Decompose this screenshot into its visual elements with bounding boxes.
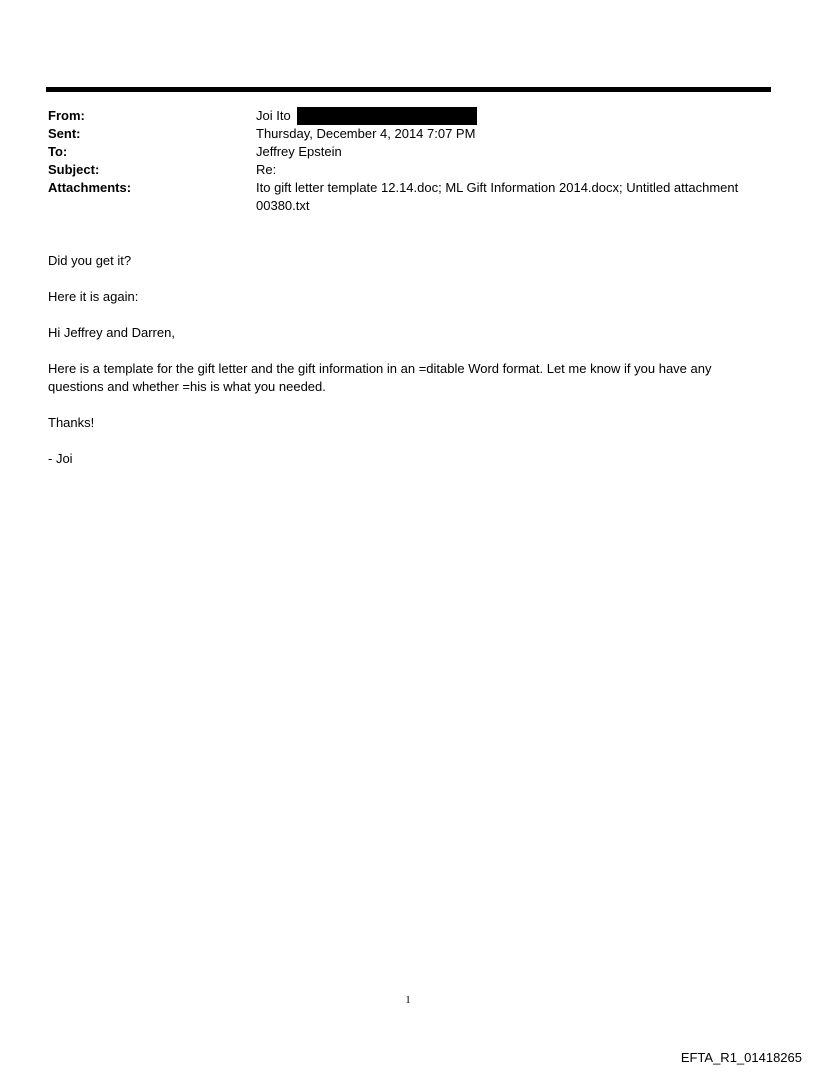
body-paragraph: Thanks! bbox=[48, 415, 95, 430]
to-value: Jeffrey Epstein bbox=[256, 144, 342, 159]
body-paragraph: Hi Jeffrey and Darren, bbox=[48, 325, 175, 340]
body-paragraph: Here it is again: bbox=[48, 289, 139, 304]
to-row bbox=[48, 143, 773, 161]
subject-label: Subject: bbox=[48, 162, 100, 177]
attachments-label: Attachments: bbox=[48, 180, 132, 195]
from-label: From: bbox=[48, 108, 85, 123]
from-value bbox=[256, 107, 773, 125]
redaction-block bbox=[297, 107, 477, 125]
attachments-row bbox=[48, 179, 773, 215]
document-id: EFTA_R1_01418265 bbox=[680, 1050, 802, 1065]
email-body bbox=[48, 252, 768, 486]
to-label: To: bbox=[48, 144, 68, 159]
email-header bbox=[48, 107, 773, 215]
sent-row bbox=[48, 125, 773, 143]
attachments-value: Ito gift letter template 12.14.doc; ML Gift Information 2014.docx; Untitled attachment 00380.txt bbox=[256, 180, 739, 213]
body-paragraph: Did you get it? bbox=[48, 253, 132, 268]
from-row bbox=[48, 107, 773, 125]
sent-value: Thursday, December 4, 2014 7:07 PM bbox=[256, 126, 476, 141]
body-paragraph: Here is a template for the gift letter and the gift information in an =ditable Word format. Let me know if you have any questions and whether =his is what you needed. bbox=[48, 361, 712, 394]
signature: - Joi bbox=[48, 451, 73, 466]
subject-value: Re: bbox=[256, 162, 277, 177]
subject-row bbox=[48, 161, 773, 179]
page-number: 1 bbox=[405, 994, 411, 1006]
from-name: Joi Ito bbox=[256, 108, 291, 123]
header-divider bbox=[46, 87, 771, 92]
sent-label: Sent: bbox=[48, 126, 81, 141]
